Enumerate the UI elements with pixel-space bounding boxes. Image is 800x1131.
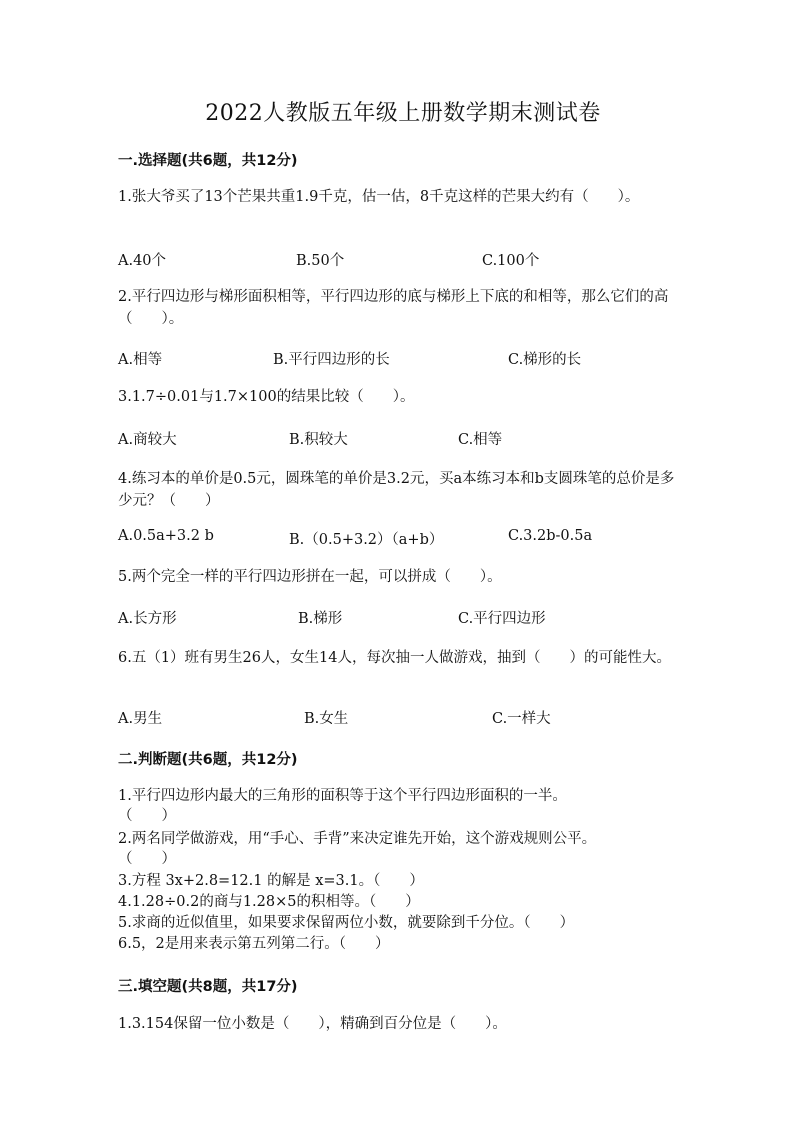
option-c[interactable]: C.平行四边形 bbox=[458, 611, 546, 627]
judgement-blank-2: （ ） bbox=[118, 851, 176, 867]
option-a[interactable]: A.男生 bbox=[118, 711, 163, 727]
section-heading-choice: 一.选择题(共6题，共12分) bbox=[118, 153, 298, 169]
section-heading-judgement: 二.判断题(共6题，共12分) bbox=[118, 752, 298, 768]
option-b[interactable]: B.（0.5+3.2）（a+b） bbox=[289, 532, 444, 548]
option-c[interactable]: C.梯形的长 bbox=[508, 352, 582, 368]
option-a[interactable]: A.40个 bbox=[118, 253, 167, 269]
choice-options-4 bbox=[118, 528, 688, 550]
judgement-line-4: 4.1.28÷0.2的商与1.28×5的积相等。（ ） bbox=[118, 894, 420, 910]
choice-question-2: 2.平行四边形与梯形面积相等，平行四边形的底与梯形上下底的和相等，那么它们的高（ ）。 bbox=[118, 289, 669, 327]
option-c[interactable]: C.相等 bbox=[458, 432, 503, 448]
judgement-line-6: 6.5，2是用来表示第五列第二行。（ ） bbox=[118, 936, 390, 952]
fill-question-1: 1.3.154保留一位小数是（ ），精确到百分位是（ ）。 bbox=[118, 1016, 507, 1032]
option-c[interactable]: C.一样大 bbox=[492, 711, 551, 727]
judgement-line-3: 3.方程 3x+2.8=12.1 的解是 x=3.1。（ ） bbox=[118, 873, 424, 889]
option-c[interactable]: C.3.2b-0.5a bbox=[508, 528, 593, 544]
page-title: 2022人教版五年级上册数学期末测试卷 bbox=[205, 101, 601, 126]
option-a[interactable]: A.0.5a+3.2 b bbox=[118, 528, 214, 544]
option-b[interactable]: B.50个 bbox=[296, 253, 345, 269]
judgement-blank-1: （ ） bbox=[118, 808, 176, 824]
option-c[interactable]: C.100个 bbox=[482, 253, 540, 269]
judgement-line-5: 5.求商的近似值里，如果要求保留两位小数，就要除到千分位。（ ） bbox=[118, 915, 575, 931]
option-b[interactable]: B.平行四边形的长 bbox=[273, 352, 390, 368]
choice-options-3 bbox=[118, 428, 688, 450]
option-b[interactable]: B.女生 bbox=[304, 711, 349, 727]
option-a[interactable]: A.相等 bbox=[118, 352, 163, 368]
choice-question-5: 5.两个完全一样的平行四边形拼在一起，可以拼成（ ）。 bbox=[118, 569, 502, 585]
judgement-line-1: 1.平行四边形内最大的三角形的面积等于这个平行四边形面积的一半。 bbox=[118, 788, 567, 804]
option-a[interactable]: A.商较大 bbox=[118, 432, 177, 448]
choice-question-6: 6.五（1）班有男生26人，女生14人，每次抽一人做游戏，抽到（ ）的可能性大。 bbox=[118, 650, 671, 666]
choice-options-6 bbox=[118, 707, 688, 729]
option-b[interactable]: B.积较大 bbox=[289, 432, 348, 448]
choice-options-1 bbox=[118, 249, 688, 271]
choice-question-3: 3.1.7÷0.01与1.7×100的结果比较（ ）。 bbox=[118, 389, 415, 405]
option-a[interactable]: A.长方形 bbox=[118, 611, 177, 627]
section-heading-fill: 三.填空题(共8题，共17分) bbox=[118, 979, 298, 995]
choice-options-2 bbox=[118, 348, 688, 370]
choice-question-1: 1.张大爷买了13个芒果共重1.9千克，估一估，8千克这样的芒果大约有（ ）。 bbox=[118, 189, 640, 205]
judgement-line-2: 2.两名同学做游戏，用“手心、手背”来决定谁先开始，这个游戏规则公平。 bbox=[118, 831, 597, 847]
choice-question-4: 4.练习本的单价是0.5元，圆珠笔的单价是3.2元，买a本练习本和b支圆珠笔的总价是多少元？（ ） bbox=[118, 471, 675, 509]
option-b[interactable]: B.梯形 bbox=[298, 611, 343, 627]
choice-options-5 bbox=[118, 607, 688, 629]
